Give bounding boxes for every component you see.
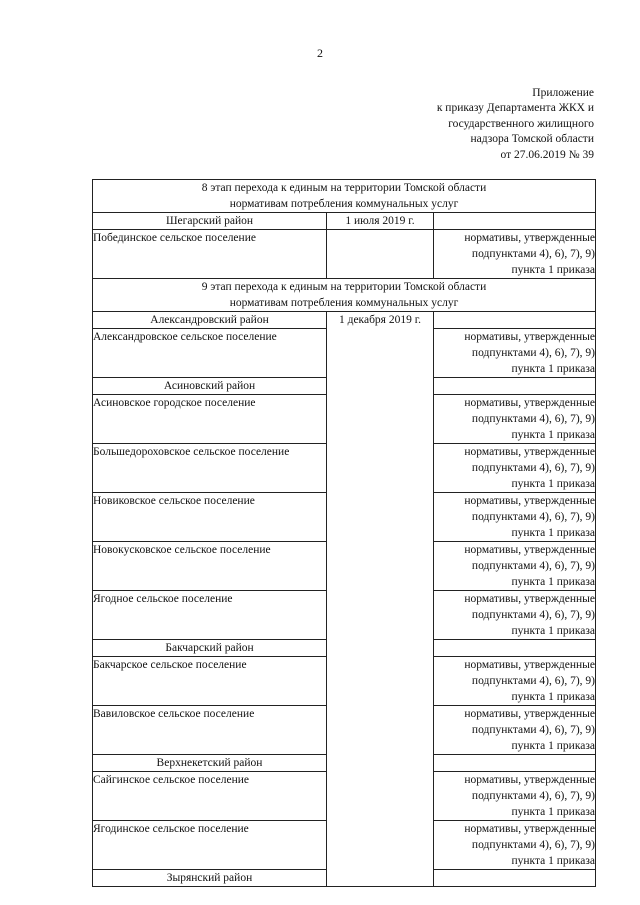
transition-schedule-table bbox=[92, 179, 596, 887]
norm-text: подпунктами 4), 6), 7), 9) bbox=[471, 675, 595, 687]
norm-text: пункта 1 приказа bbox=[511, 855, 595, 867]
norm-text: пункта 1 приказа bbox=[511, 478, 595, 490]
section-title-line: 9 этап перехода к единым на территории Томской области bbox=[201, 281, 487, 293]
norm-text: нормативы, утвержденные bbox=[464, 593, 595, 605]
norm-cell bbox=[434, 591, 596, 640]
settlement-name: Ягодинское сельское поселение bbox=[93, 821, 327, 870]
norm-cell bbox=[434, 395, 596, 444]
norm-cell bbox=[434, 821, 596, 870]
norm-cell bbox=[434, 493, 596, 542]
settlement-name: Ягодное сельское поселение bbox=[93, 591, 327, 640]
norm-text: пункта 1 приказа bbox=[511, 363, 595, 375]
norm-text: подпунктами 4), 6), 7), 9) bbox=[471, 560, 595, 572]
section-header-row bbox=[93, 279, 596, 312]
norm-text: пункта 1 приказа bbox=[511, 806, 595, 818]
norm-text: нормативы, утвержденные bbox=[464, 397, 595, 409]
appendix-line: надзора Томской области bbox=[470, 133, 594, 146]
norm-cell bbox=[434, 230, 596, 279]
empty-cell bbox=[434, 755, 596, 772]
settlement-name: Бакчарское сельское поселение bbox=[93, 657, 327, 706]
settlement-name: Асиновское городское поселение bbox=[93, 395, 327, 444]
norm-text: нормативы, утвержденные bbox=[464, 659, 595, 671]
norm-text: подпунктами 4), 6), 7), 9) bbox=[471, 609, 595, 621]
empty-cell bbox=[327, 230, 434, 279]
norm-text: подпунктами 4), 6), 7), 9) bbox=[471, 839, 595, 851]
norm-text: нормативы, утвержденные bbox=[464, 446, 595, 458]
appendix-line: от 27.06.2019 № 39 bbox=[500, 148, 594, 161]
norm-cell bbox=[434, 772, 596, 821]
district-row bbox=[93, 213, 596, 230]
settlement-row bbox=[93, 230, 596, 279]
norm-text: подпунктами 4), 6), 7), 9) bbox=[471, 413, 595, 425]
norm-text: пункта 1 приказа bbox=[511, 740, 595, 752]
norm-text: подпунктами 4), 6), 7), 9) bbox=[471, 347, 595, 359]
norm-cell bbox=[434, 329, 596, 378]
start-date: 1 декабря 2019 г. bbox=[327, 312, 434, 887]
district-name: Шегарский район bbox=[93, 213, 327, 230]
norm-text: нормативы, утвержденные bbox=[464, 774, 595, 786]
norm-text: пункта 1 приказа bbox=[511, 625, 595, 637]
appendix-header bbox=[437, 86, 594, 163]
appendix-line: государственного жилищного bbox=[448, 117, 594, 130]
empty-cell bbox=[434, 870, 596, 887]
norm-text: нормативы, утвержденные bbox=[464, 331, 595, 343]
district-name: Александровский район bbox=[93, 312, 327, 329]
section-title-line: 8 этап перехода к единым на территории Томской области bbox=[201, 182, 487, 194]
settlement-name: Новокусковское сельское поселение bbox=[93, 542, 327, 591]
empty-cell bbox=[434, 378, 596, 395]
norm-cell bbox=[434, 542, 596, 591]
section-title bbox=[93, 279, 596, 312]
empty-cell bbox=[434, 640, 596, 657]
section-title-line: нормативам потребления коммунальных услуг bbox=[229, 297, 459, 309]
appendix-line: Приложение bbox=[532, 87, 594, 99]
settlement-name: Побединское сельское поселение bbox=[93, 230, 327, 279]
norm-text: подпунктами 4), 6), 7), 9) bbox=[471, 248, 595, 260]
norm-text: нормативы, утвержденные bbox=[464, 232, 595, 244]
district-name: Бакчарский район bbox=[93, 640, 327, 657]
section-header-row bbox=[93, 180, 596, 213]
norm-text: пункта 1 приказа bbox=[511, 576, 595, 588]
empty-cell bbox=[434, 312, 596, 329]
section-title bbox=[93, 180, 596, 213]
norm-text: нормативы, утвержденные bbox=[464, 708, 595, 720]
norm-text: подпунктами 4), 6), 7), 9) bbox=[471, 511, 595, 523]
appendix-line: к приказу Департамента ЖКХ и bbox=[436, 102, 594, 115]
start-date: 1 июля 2019 г. bbox=[327, 213, 434, 230]
norm-text: пункта 1 приказа bbox=[511, 691, 595, 703]
norm-text: пункта 1 приказа bbox=[511, 264, 595, 276]
settlement-name: Вавиловское сельское поселение bbox=[93, 706, 327, 755]
norm-text: подпунктами 4), 6), 7), 9) bbox=[471, 724, 595, 736]
norm-cell bbox=[434, 706, 596, 755]
settlement-name: Большедороховское сельское поселение bbox=[93, 444, 327, 493]
norm-text: пункта 1 приказа bbox=[511, 527, 595, 539]
page-number: 2 bbox=[317, 46, 323, 60]
norm-text: подпунктами 4), 6), 7), 9) bbox=[471, 462, 595, 474]
district-name: Асиновский район bbox=[93, 378, 327, 395]
district-name: Зырянский район bbox=[93, 870, 327, 887]
norm-text: подпунктами 4), 6), 7), 9) bbox=[471, 790, 595, 802]
norm-text: нормативы, утвержденные bbox=[464, 823, 595, 835]
norm-cell bbox=[434, 657, 596, 706]
norm-cell bbox=[434, 444, 596, 493]
settlement-name: Александровское сельское поселение bbox=[93, 329, 327, 378]
settlement-name: Сайгинское сельское поселение bbox=[93, 772, 327, 821]
section-title-line: нормативам потребления коммунальных услуг bbox=[229, 198, 459, 210]
empty-cell bbox=[434, 213, 596, 230]
settlement-name: Новиковское сельское поселение bbox=[93, 493, 327, 542]
district-name: Верхнекетский район bbox=[93, 755, 327, 772]
norm-text: нормативы, утвержденные bbox=[464, 544, 595, 556]
district-row bbox=[93, 312, 596, 329]
norm-text: нормативы, утвержденные bbox=[464, 495, 595, 507]
norm-text: пункта 1 приказа bbox=[511, 429, 595, 441]
